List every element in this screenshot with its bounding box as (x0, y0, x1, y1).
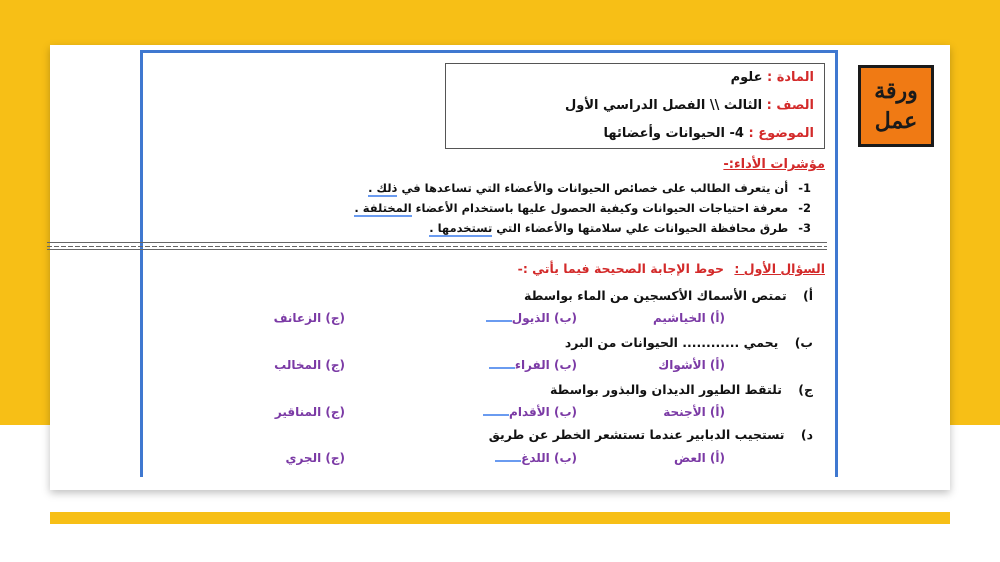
info-box (445, 63, 825, 149)
indicators-title: مؤشرات الأداء:- (723, 157, 825, 172)
answer-option[interactable] (658, 358, 725, 372)
indicator-item (368, 181, 811, 195)
answer-option[interactable] (274, 311, 345, 325)
item-stem-text: تستجيب الدبابير عندما تستشعر الخطر عن طريق (488, 427, 785, 442)
grade-label: الصف : (766, 98, 814, 113)
indicator-text: طرق محافظة الحيوانات علي سلامتها والأعضاء التي (496, 221, 789, 235)
answer-option[interactable] (285, 451, 345, 465)
indicator-text: أن يتعرف الطالب على خصائص الحيوانات والأعضاء التي تساعدها في (401, 181, 789, 195)
answer-option[interactable] (484, 311, 577, 325)
answer-option[interactable] (493, 451, 577, 465)
answer-option[interactable] (674, 451, 725, 465)
option-label: (أ) الأجنحة (663, 405, 725, 419)
option-label: (أ) الخياشيم (652, 311, 725, 325)
item-stem-text: تمتص الأسماك الأكسجين من الماء بواسطة (524, 288, 787, 303)
question-title (518, 261, 825, 276)
answer-option[interactable] (275, 405, 345, 419)
answer-option[interactable] (487, 358, 577, 372)
indicator-tail: المختلفة . (354, 201, 412, 215)
answer-option[interactable] (653, 311, 725, 325)
question-instruction: حوط الإجابة الصحيحة فيما يأتي :- (517, 261, 725, 276)
subject-label: المادة : (766, 70, 814, 85)
indicator-tail: تستخدمها . (429, 221, 493, 235)
item-stem-text: تلتقط الطيور الديدان والبذور بواسطة (549, 382, 782, 397)
option-label: (ب) الفراء (514, 358, 577, 372)
option-label: (ج) المخالب (274, 358, 345, 372)
option-label: (ب) اللدغ (521, 451, 577, 465)
answer-option[interactable] (663, 405, 725, 419)
option-underline (495, 460, 521, 462)
answer-option[interactable] (274, 358, 345, 372)
item-letter: ج) (798, 382, 813, 397)
item-letter: ب) (794, 335, 813, 350)
option-underline (489, 367, 515, 369)
option-label: (ب) الذيول (511, 311, 577, 325)
indicator-number: 3- (798, 221, 811, 235)
answer-option[interactable] (481, 405, 577, 419)
indicator-item (429, 221, 811, 235)
question-stem (524, 288, 813, 303)
worksheet-badge (858, 65, 934, 147)
option-label: (ج) المناقير (274, 405, 345, 419)
subject-line (456, 64, 814, 92)
question-stem (565, 335, 813, 350)
question-stem (550, 382, 813, 397)
bottom-accent-bar (50, 512, 950, 524)
badge-line-2: عمل (874, 108, 918, 134)
topic-value: 4- الحيوانات وأعضائها (603, 126, 744, 141)
item-letter: د) (800, 427, 813, 442)
option-label: (ج) الزعانف (273, 311, 345, 325)
badge-line-1: ورقة (874, 78, 918, 104)
indicator-number: 2- (798, 201, 811, 215)
item-letter: أ) (803, 288, 813, 303)
option-underline (483, 414, 509, 416)
indicator-item (354, 201, 811, 215)
subject-value: علوم (730, 70, 763, 85)
worksheet-card (50, 45, 950, 490)
option-label: (ب) الأقدام (509, 405, 577, 419)
grade-line (456, 92, 814, 120)
indicator-text: معرفة احتياجات الحيوانات وكيفية الحصول عليها باستخدام الأعضاء (415, 201, 789, 215)
worksheet-page (140, 50, 838, 477)
grade-value: الثالث \\ الفصل الدراسي الأول (565, 98, 763, 113)
question-label: السؤال الأول : (734, 261, 825, 276)
topic-label: الموضوع : (748, 126, 814, 141)
option-label: (أ) الأشواك (658, 358, 725, 372)
item-stem-text: يحمي ............ الحيوانات من البرد (564, 335, 779, 350)
indicator-number: 1- (798, 181, 811, 195)
section-separator (47, 242, 827, 250)
option-underline (486, 320, 512, 322)
option-label: (أ) العض (673, 451, 725, 465)
indicator-tail: ذلك . (368, 181, 398, 195)
option-label: (ج) الجري (285, 451, 345, 465)
topic-line (456, 120, 814, 148)
question-stem (489, 427, 813, 442)
